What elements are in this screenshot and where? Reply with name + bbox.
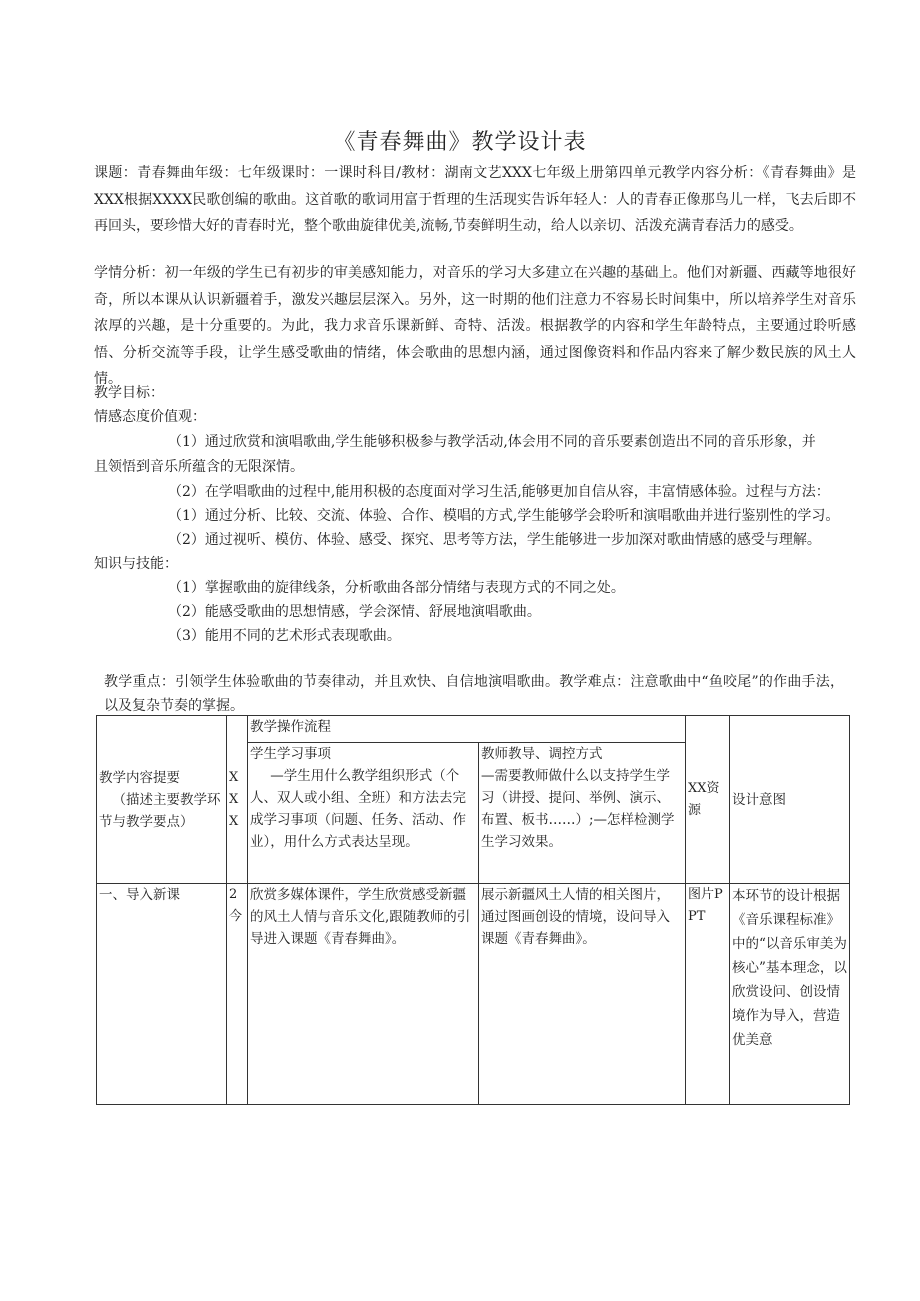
header-flow: 教学操作流程 (248, 716, 686, 743)
lesson-table (96, 715, 850, 1105)
header-content-cell (97, 716, 227, 884)
page-title: 《青春舞曲》教学设计表 (333, 130, 587, 155)
goal-item: （2）通过视听、模仿、体验、感受、探究、思考等方法，学生能够进一步加深对歌曲情感的感受与理解。 (168, 532, 821, 548)
skill-item: （2）能感受歌曲的思想情感，学会深情、舒展地演唱歌曲。 (168, 604, 541, 620)
header-xxx: XXX (227, 716, 248, 884)
row1-time: 2今 (227, 884, 248, 1105)
row1-content: 一、导入新课 (97, 884, 227, 1105)
goal-item: （1）通过分析、比较、交流、体验、合作、模唱的方式,学生能够学会聆听和演唱歌曲并进行鉴别性的学习。 (168, 508, 840, 524)
teacher-head-desc: —需要教师做什么以支持学生学习（讲授、提问、举例、演示、布置、板书……）;—怎样检测学生学习效果。 (481, 768, 675, 850)
teacher-head-title: 教师教导、调控方式 (481, 746, 603, 762)
row1-student: 欣赏多媒体课件，学生欣赏感受新疆的风土人情与音乐文化,跟随教师的引导进入课题《青春舞曲》。 (248, 884, 479, 1105)
student-analysis: 学情分析：初一年级的学生已有初步的审美感知能力，对音乐的学习大多建立在兴趣的基础上。他们对新疆、西藏等地很好奇，所以本课从认识新疆着手，激发兴趣层层深入。另外，这一时期的他们注意力不容易长时间集中，所以培养学生对音乐浓厚的兴趣，是十分重要的。为此，我力求音乐课新鲜、奇特、活泼。根据教学的内容和学生年龄特点，主要通过聆听感悟、分析交流等手段，让学生感受歌曲的情绪，体会歌曲的思想内涵，通过图像资料和作品内容来了解少数民族的风土人情。 (94, 265, 856, 387)
header-intent: 设计意图 (730, 716, 850, 884)
key-points: 教学重点：引领学生体验歌曲的节奏律动，并且欢快、自信地演唱歌曲。教学难点：注意歌曲中“鱼咬尾”的作曲手法，以及复杂节奏的掌握。 (104, 674, 844, 714)
header-content-desc: （描述主要教学环节与教学要点） (99, 791, 221, 830)
teacher-column-head (479, 743, 686, 884)
student-column-head (248, 743, 479, 884)
header-content-title: 教学内容提要 (99, 769, 180, 786)
student-head-desc: —学生用什么教学组织形式（个人、双人或小组、全班）和方法去完成学习事项（问题、任务、活动、作业），用什么方式表达呈现。 (250, 768, 466, 850)
emotion-heading: 情感态度价值观： (94, 409, 206, 425)
goals-heading: 教学目标： (94, 385, 164, 401)
student-head-title: 学生学习事项 (250, 746, 331, 762)
lesson-intro: 课题：青春舞曲年级：七年级课时：一课时科目/教材：湖南文艺XXX七年级上册第四单元教学内容分析：《青春舞曲》是XXX根据XXXX民歌创编的歌曲。这首歌的歌词用富于哲理的生活现实告诉年轻人：人的青春正像那鸟儿一样，飞去后即不再回头，要珍惜大好的青春时光，整个歌曲旋律优美,流畅,节奏鲜明生动，给人以亲切、活泼充满青春活力的感受。 (94, 165, 856, 234)
row1-teacher: 展示新疆风土人情的相关图片，通过图画创设的情境，设问导入课题《青春舞曲》。 (479, 884, 686, 1105)
row1-resource: 图片PPT (686, 884, 730, 1105)
goal-item: （2）在学唱歌曲的过程中,能用积极的态度面对学习生活,能够更加自信从容，丰富情感体验。过程与方法： (168, 484, 830, 500)
skill-item: （3）能用不同的艺术形式表现歌曲。 (168, 628, 401, 644)
goal-item: （1）通过欣赏和演唱歌曲,学生能够积极参与教学活动,体会用不同的音乐要素创造出不同的音乐形象，并 (168, 434, 816, 450)
skill-item: （1）掌握歌曲的旋律线条，分析歌曲各部分情绪与表现方式的不同之处。 (168, 580, 625, 596)
row1-intent: 本环节的设计根据《音乐课程标准》中的“以音乐审美为核心”基本理念，以欣赏设问、创设情境作为导入，营造优美意 (730, 884, 850, 1105)
goal-item-cont: 且领悟到音乐所蕴含的无限深情。 (94, 459, 304, 475)
skills-heading: 知识与技能： (94, 556, 178, 572)
header-resource: XX资源 (686, 716, 730, 884)
